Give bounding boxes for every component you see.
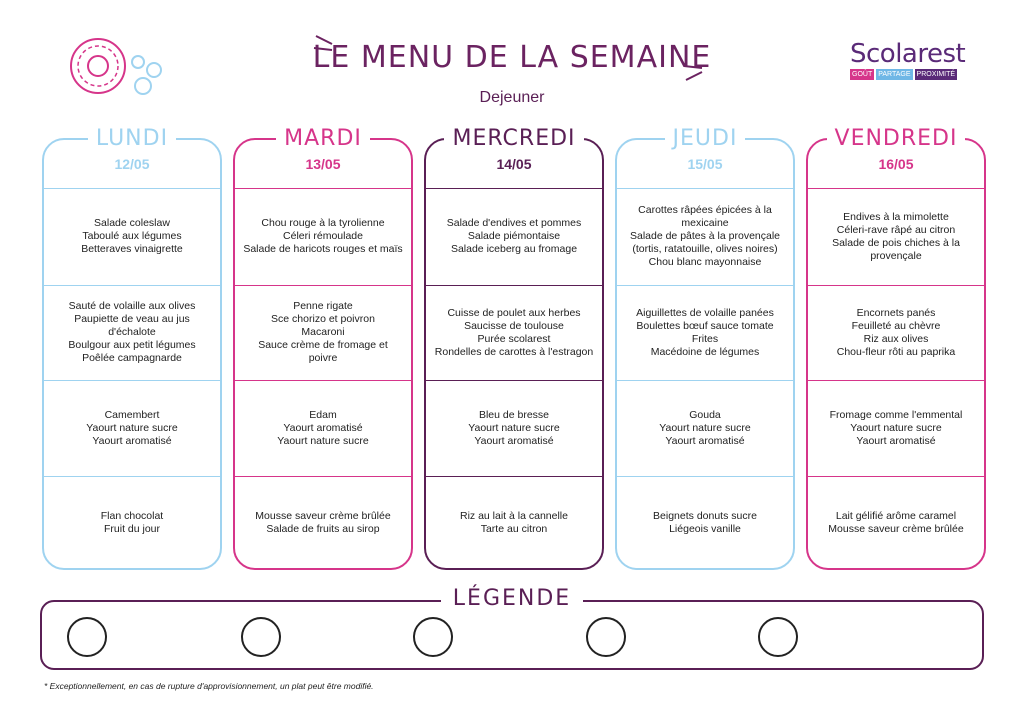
footnote: * Exceptionnellement, en cas de rupture d'approvisionnement, un plat peut être modifié. [44,681,374,691]
menu-item: Yaourt nature sucre [659,421,751,434]
menu-item: Purée scolarest [477,332,551,345]
menu-item: Liégeois vanille [669,523,741,535]
menu-item: Bleu de bresse [478,408,550,421]
day-date: 14/05 [496,156,532,172]
desserts-section [44,476,220,570]
menu-item: Betteraves vinaigrette [81,243,183,255]
brand-tag: PROXIMITÉ [916,71,956,78]
day-header [426,126,602,151]
mains-section [235,285,411,380]
menu-item: Yaourt nature sucre [468,421,560,434]
menu-item: Frites [691,332,719,345]
day-header [808,126,984,151]
day-column-mardi [233,126,413,570]
menu-item: Salade iceberg au fromage [450,243,578,255]
menu-item: Rondelles de carottes à l'estragon [434,345,594,358]
brand-tag: PARTAGE [878,71,911,78]
menu-item: Céleri-rave râpé au citron [836,223,956,236]
menu-item: Aiguillettes de volaille panées [636,306,774,319]
day-header [235,126,411,151]
menu-item: Salade de pâtes à la provençale (tortis, ratatouille, olives noires) [629,230,781,255]
day-header [617,126,793,151]
menu-item: Mousse saveur crème brûlée [255,510,391,522]
menu-item: Sce chorizo et poivron [271,313,375,325]
brand-tags [850,69,970,80]
menu-item: Poêlée campagnarde [82,352,182,364]
menu-item: Salade de pois chiches à la provençale [832,236,960,262]
menu-item: Penne rigate [293,300,353,312]
day-name: JEUDI [665,126,746,151]
menu-item: Riz aux olives [863,332,929,345]
menu-item: Sauté de volaille aux olives [68,300,196,312]
menu-item: Macédoine de légumes [650,345,760,358]
menu-item: Carottes râpées épicées à la mexicaine [638,204,772,229]
day-column-vendredi [806,126,986,570]
menu-item: Mousse saveur crème brûlée [828,523,964,535]
menu-item: Fromage comme l'emmental [829,408,963,421]
menu-item: Yaourt nature sucre [277,434,369,447]
menu-item: Edam [309,408,337,421]
day-column-jeudi [615,126,795,570]
menu-item: Yaourt aromatisé [474,434,554,447]
menu-item: Fruit du jour [103,523,161,535]
dairy-section [44,380,220,476]
menu-item: Paupiette de veau au jus d'échalote [74,313,190,338]
mains-section [617,285,793,380]
menu-item: Yaourt aromatisé [665,434,745,447]
menu-item: Riz au lait à la cannelle [460,510,568,522]
menu-item: Saucisse de toulouse [464,319,564,332]
menu-item: Salade piémontaise [467,230,561,242]
legend-circle [67,617,107,657]
dairy-section [426,380,602,476]
page-title: LE MENU DE LA SEMAINE [312,40,712,75]
day-name: LUNDI [88,126,176,151]
mains-section [426,285,602,380]
brand-name: Scolarest [850,39,966,69]
menu-item: Salade de fruits au sirop [266,523,380,535]
menu-item: Sauce crème de fromage et poivre [258,339,388,364]
brand-tag: GOÛT [852,71,873,78]
day-name: MARDI [276,126,370,151]
mains-section [44,285,220,380]
brand-logo [850,40,970,80]
dairy-section [617,380,793,476]
day-date: 15/05 [687,156,723,172]
menu-item: Boulettes bœuf sauce tomate [636,319,774,332]
menu-item: Beignets donuts sucre [653,510,757,522]
day-column-lundi [42,126,222,570]
mains-section [808,285,984,380]
meal-type: Dejeuner [479,89,545,106]
menu-item: Tarte au citron [480,523,548,535]
menu-item: Flan chocolat [100,510,164,522]
day-name: VENDREDI [827,126,966,151]
legend-circle [758,617,798,657]
menu-item: Chou-fleur rôti au paprika [836,345,956,358]
menu-item: Macaroni [301,326,345,338]
day-date: 13/05 [305,156,341,172]
menu-item: Gouda [689,408,721,421]
day-date: 16/05 [878,156,914,172]
legend-circle [413,617,453,657]
starters-section [44,188,220,285]
legend-title-text: LÉGENDE [441,586,583,611]
dairy-section [235,380,411,476]
starters-section [617,188,793,285]
menu-item: Yaourt aromatisé [856,434,936,447]
menu-item: Lait gélifié arôme caramel [835,510,957,522]
day-column-mercredi [424,126,604,570]
starters-section [808,188,984,285]
menu-item: Céleri rémoulade [283,230,363,242]
menu-item: Endives à la mimolette [843,210,949,223]
legend-title [0,586,1024,611]
dairy-section [808,380,984,476]
legend-circle [586,617,626,657]
menu-item: Salade de haricots rouges et maïs [243,243,403,255]
day-header [44,126,220,151]
menu-item: Salade coleslaw [94,217,170,229]
desserts-section [426,476,602,570]
menu-item: Feuilleté au chèvre [851,319,941,332]
legend-circle [241,617,281,657]
menu-item: Taboulé aux légumes [82,230,182,242]
menu-item: Encornets panés [856,306,936,319]
menu-item: Yaourt nature sucre [86,421,178,434]
menu-item: Yaourt aromatisé [92,434,172,447]
menu-item: Salade d'endives et pommes [446,217,582,229]
menu-item: Chou rouge à la tyrolienne [261,217,385,229]
menu-item: Boulgour aux petit légumes [68,339,196,351]
desserts-section [808,476,984,570]
menu-item: Camembert [104,408,160,421]
menu-item: Yaourt aromatisé [283,421,363,434]
starters-section [426,188,602,285]
menu-item: Cuisse de poulet aux herbes [447,306,581,319]
desserts-section [617,476,793,570]
desserts-section [235,476,411,570]
starters-section [235,188,411,285]
menu-item: Chou blanc mayonnaise [648,256,762,268]
day-name: MERCREDI [444,126,583,151]
day-date: 12/05 [114,156,150,172]
menu-item: Yaourt nature sucre [850,421,942,434]
